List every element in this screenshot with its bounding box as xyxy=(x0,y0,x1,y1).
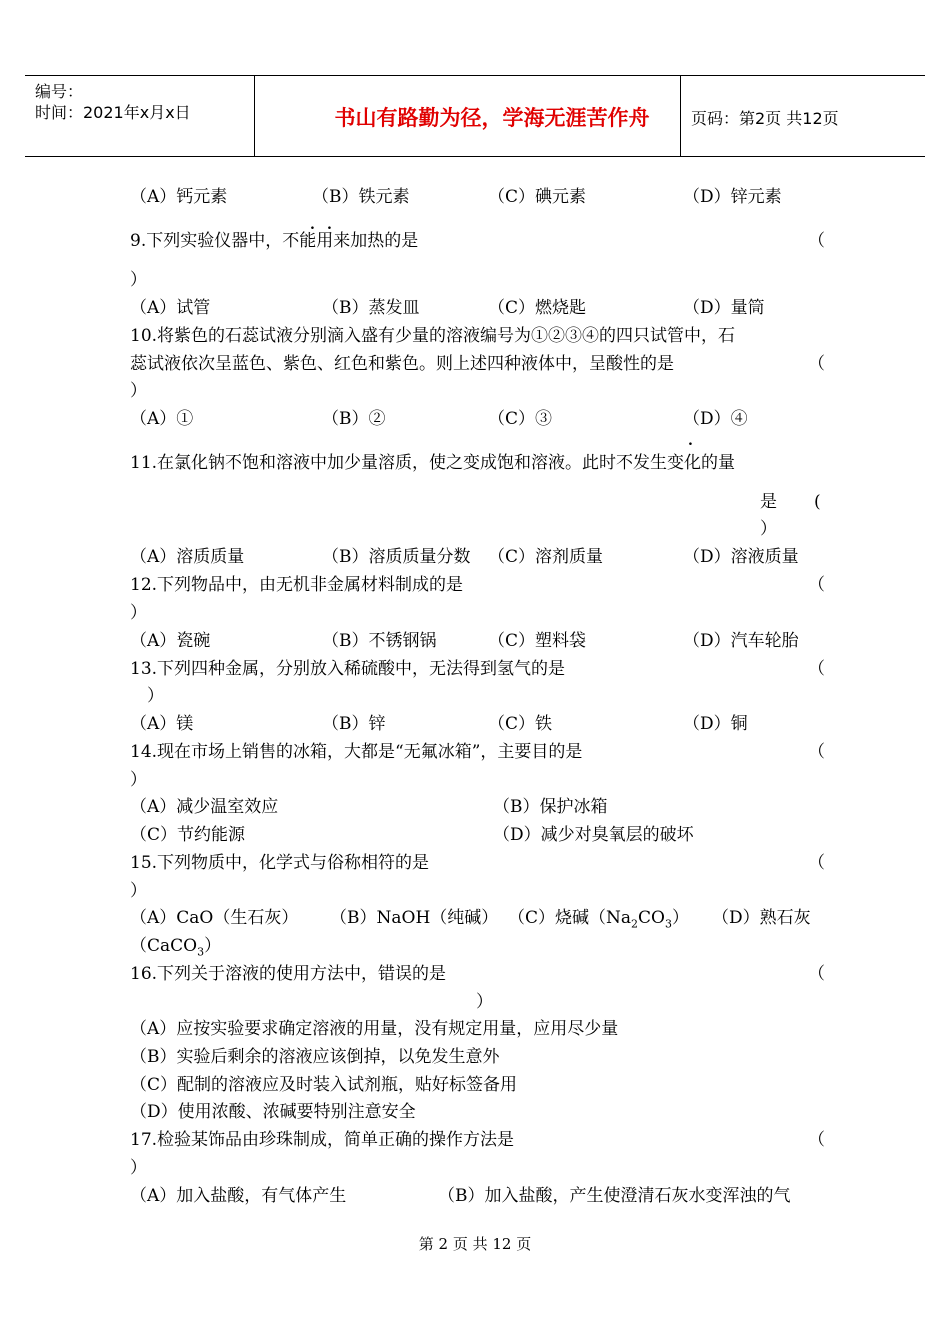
q8-option-c: （C）碘元素 xyxy=(488,187,587,207)
q13-stem: 13.下列四种金属，分别放入稀硫酸中，无法得到氢气的是 xyxy=(130,659,566,679)
q16-option-a: （A）应按实验要求确定溶液的用量，没有规定用量，应用尽少量 xyxy=(130,1019,619,1039)
q9-paren-close: ） xyxy=(130,270,147,290)
q12-option-c: （C）塑料袋 xyxy=(488,631,587,651)
q8-option-b: （B）铁元素 xyxy=(312,187,410,207)
q10-option-c: （C）③ xyxy=(488,409,553,429)
emphasis-dot: . xyxy=(327,217,332,233)
q15-stem: 15.下列物质中，化学式与俗称相符的是 xyxy=(130,853,430,873)
q9-stem: 9.下列实验仪器中，不能用来加热的是 xyxy=(130,231,419,251)
q15-paren-open: （ xyxy=(808,853,825,873)
q15-paren-close: ） xyxy=(130,881,147,901)
page-header xyxy=(25,75,925,157)
q17-option-a: （A）加入盐酸，有气体产生 xyxy=(130,1186,347,1206)
q9-option-d: （D）量筒 xyxy=(683,298,765,318)
q14-option-b: （B）保护冰箱 xyxy=(493,797,608,817)
q10-stem-line2: 蕊试液依次呈蓝色、紫色、红色和紫色。则上述四种液体中，呈酸性的是 xyxy=(130,354,674,374)
q11-option-d: （D）溶液质量 xyxy=(683,547,799,567)
q8-option-d: （D）锌元素 xyxy=(683,187,782,207)
q15-option-d: （D）熟石灰 xyxy=(712,908,811,928)
q11-option-a: （A）溶质质量 xyxy=(130,547,245,567)
q17-stem: 17.检验某饰品由珍珠制成，简单正确的操作方法是 xyxy=(130,1130,515,1150)
q13-paren-open: （ xyxy=(808,659,825,679)
q16-option-d: （D）使用浓酸、浓碱要特别注意安全 xyxy=(130,1102,416,1122)
q15-option-c: （C）烧碱$(Na_2CO_3)$ xyxy=(508,908,689,931)
q11-paren-close: ） xyxy=(760,519,777,539)
number-label: 编号： xyxy=(35,82,84,101)
q11-option-c: （C）溶剂质量 xyxy=(488,547,604,567)
q10-stem-line1: 10.将紫色的石蕊试液分别滴入盛有少量的溶液编号为①②③④的四只试管中，石 xyxy=(130,326,736,346)
q9-paren-open: （ xyxy=(808,231,825,251)
q13-paren-close: ） xyxy=(147,686,164,706)
header-meta xyxy=(35,81,191,123)
q10-option-a: （A）① xyxy=(130,409,194,429)
q16-paren-close: ） xyxy=(476,992,493,1012)
q12-stem: 12.下列物品中，由无机非金属材料制成的是 xyxy=(130,575,464,595)
q9-option-c: （C）燃烧匙 xyxy=(488,298,587,318)
q14-option-a: （A）减少温室效应 xyxy=(130,797,279,817)
q10-option-b: （B）② xyxy=(322,409,386,429)
q10-paren-open: （ xyxy=(808,354,825,374)
page-footer: 第 2 页 共 12 页 xyxy=(418,1235,532,1253)
q12-paren-open: （ xyxy=(808,575,825,595)
q14-paren-open: （ xyxy=(808,742,825,762)
q16-paren-open: （ xyxy=(808,964,825,984)
q12-option-a: （A）瓷碗 xyxy=(130,631,211,651)
emphasis-dot: . xyxy=(688,433,693,449)
q8-option-a: （A）钙元素 xyxy=(130,187,228,207)
header-motto: 书山有路勤为径，学海无涯苦作舟 xyxy=(334,106,650,130)
q10-paren-close: ） xyxy=(130,381,147,401)
time-label: 时间：2021年x月x日 xyxy=(35,103,191,122)
q13-option-a: （A）镁 xyxy=(130,714,194,734)
q14-paren-close: ） xyxy=(130,770,147,790)
header-divider xyxy=(254,76,255,156)
q14-option-c: （C）节约能源 xyxy=(130,825,246,845)
q17-paren-open: （ xyxy=(808,1130,825,1150)
q14-stem: 14.现在市场上销售的冰箱，大都是“无氟冰箱”，主要目的是 xyxy=(130,742,583,762)
q13-option-c: （C）铁 xyxy=(488,714,553,734)
q11-option-b: （B）溶质质量分数 xyxy=(322,547,471,567)
q12-paren-close: ） xyxy=(130,603,147,623)
q16-stem: 16.下列关于溶液的使用方法中，错误的是 xyxy=(130,964,447,984)
q13-option-b: （B）锌 xyxy=(322,714,386,734)
q16-option-c: （C）配制的溶液应及时装入试剂瓶，贴好标签备用 xyxy=(130,1075,518,1095)
q16-option-b: （B）实验后剩余的溶液应该倒掉，以免发生意外 xyxy=(130,1047,500,1067)
emphasis-dot: . xyxy=(310,217,315,233)
q17-option-b: （B）加入盐酸，产生使澄清石灰水变浑浊的气 xyxy=(438,1186,791,1206)
q15-option-b: （B）NaOH（纯碱） xyxy=(330,908,499,928)
q11-paren-open: ( xyxy=(814,492,821,512)
q15-option-a: （A）CaO（生石灰） xyxy=(130,908,299,928)
header-divider xyxy=(680,76,681,156)
q12-option-b: （B）不锈钢锅 xyxy=(322,631,437,651)
q14-option-d: （D）减少对臭氧层的破坏 xyxy=(493,825,694,845)
q12-option-d: （D）汽车轮胎 xyxy=(683,631,799,651)
q9-option-b: （B）蒸发皿 xyxy=(322,298,420,318)
q11-stem-line1: 11.在氯化钠不饱和溶液中加少量溶质，使之变成饱和溶液。此时不发生变化的量 xyxy=(130,453,736,473)
q17-paren-close: ） xyxy=(130,1158,147,1178)
q10-option-d: （D）④ xyxy=(683,409,748,429)
header-page-label: 页码：第2页 共12页 xyxy=(691,109,839,128)
q15-option-d-formula: （CaCO$_3$） xyxy=(130,936,222,959)
q9-option-a: （A）试管 xyxy=(130,298,211,318)
q13-option-d: （D）铜 xyxy=(683,714,748,734)
q11-stem-line2: 是 xyxy=(760,492,777,512)
